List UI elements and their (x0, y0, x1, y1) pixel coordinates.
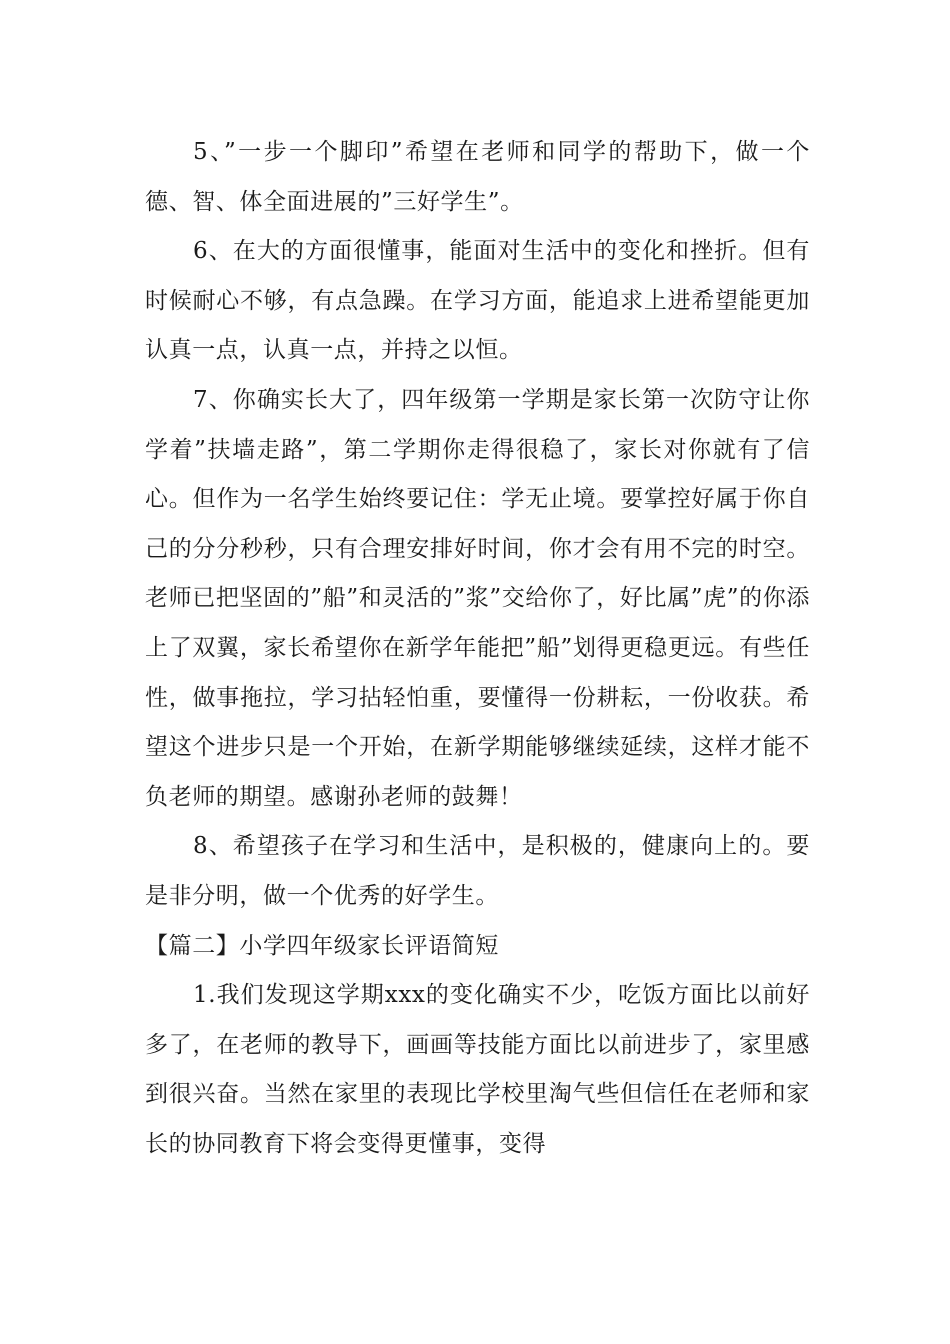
paragraph-5: 5、”一步一个脚印”希望在老师和同学的帮助下，做一个德、智、体全面进展的”三好学生”。 (145, 139, 810, 215)
section-paragraph-1: 1.我们发现这学期xxx的变化确实不少，吃饭方面比以前好多了，在老师的教导下，画画等技能方面比以前进步了，家里感到很兴奋。当然在家里的表现比学校里淘气些但信任在老师和家长的协同教育下将会变得更懂事，变得 (145, 982, 810, 1157)
document-page (145, 128, 810, 1169)
paragraph-6: 6、在大的方面很懂事，能面对生活中的变化和挫折。但有时候耐心不够，有点急躁。在学习方面，能追求上进希望能更加认真一点，认真一点，并持之以恒。 (145, 238, 810, 364)
paragraph-8: 8、希望孩子在学习和生活中，是积极的，健康向上的。要是非分明，做一个优秀的好学生。 (145, 833, 810, 909)
paragraph-7: 7、你确实长大了，四年级第一学期是家长第一次防守让你学着”扶墙走路”，第二学期你走得很稳了，家长对你就有了信心。但作为一名学生始终要记住：学无止境。要掌控好属于你自己的分分秒秒，只有合理安排好时间，你才会有用不完的时空。老师已把坚固的”船”和灵活的”浆”交给你了，好比属”虎”的你添上了双翼，家长希望你在新学年能把”船”划得更稳更远。有些任性，做事拖拉，学习拈轻怕重，要懂得一份耕耘，一份收获。希望这个进步只是一个开始，在新学期能够继续延续，这样才能不负老师的期望。感谢孙老师的鼓舞！ (145, 386, 810, 810)
section-heading: 【篇二】小学四年级家长评语简短 (145, 932, 499, 959)
